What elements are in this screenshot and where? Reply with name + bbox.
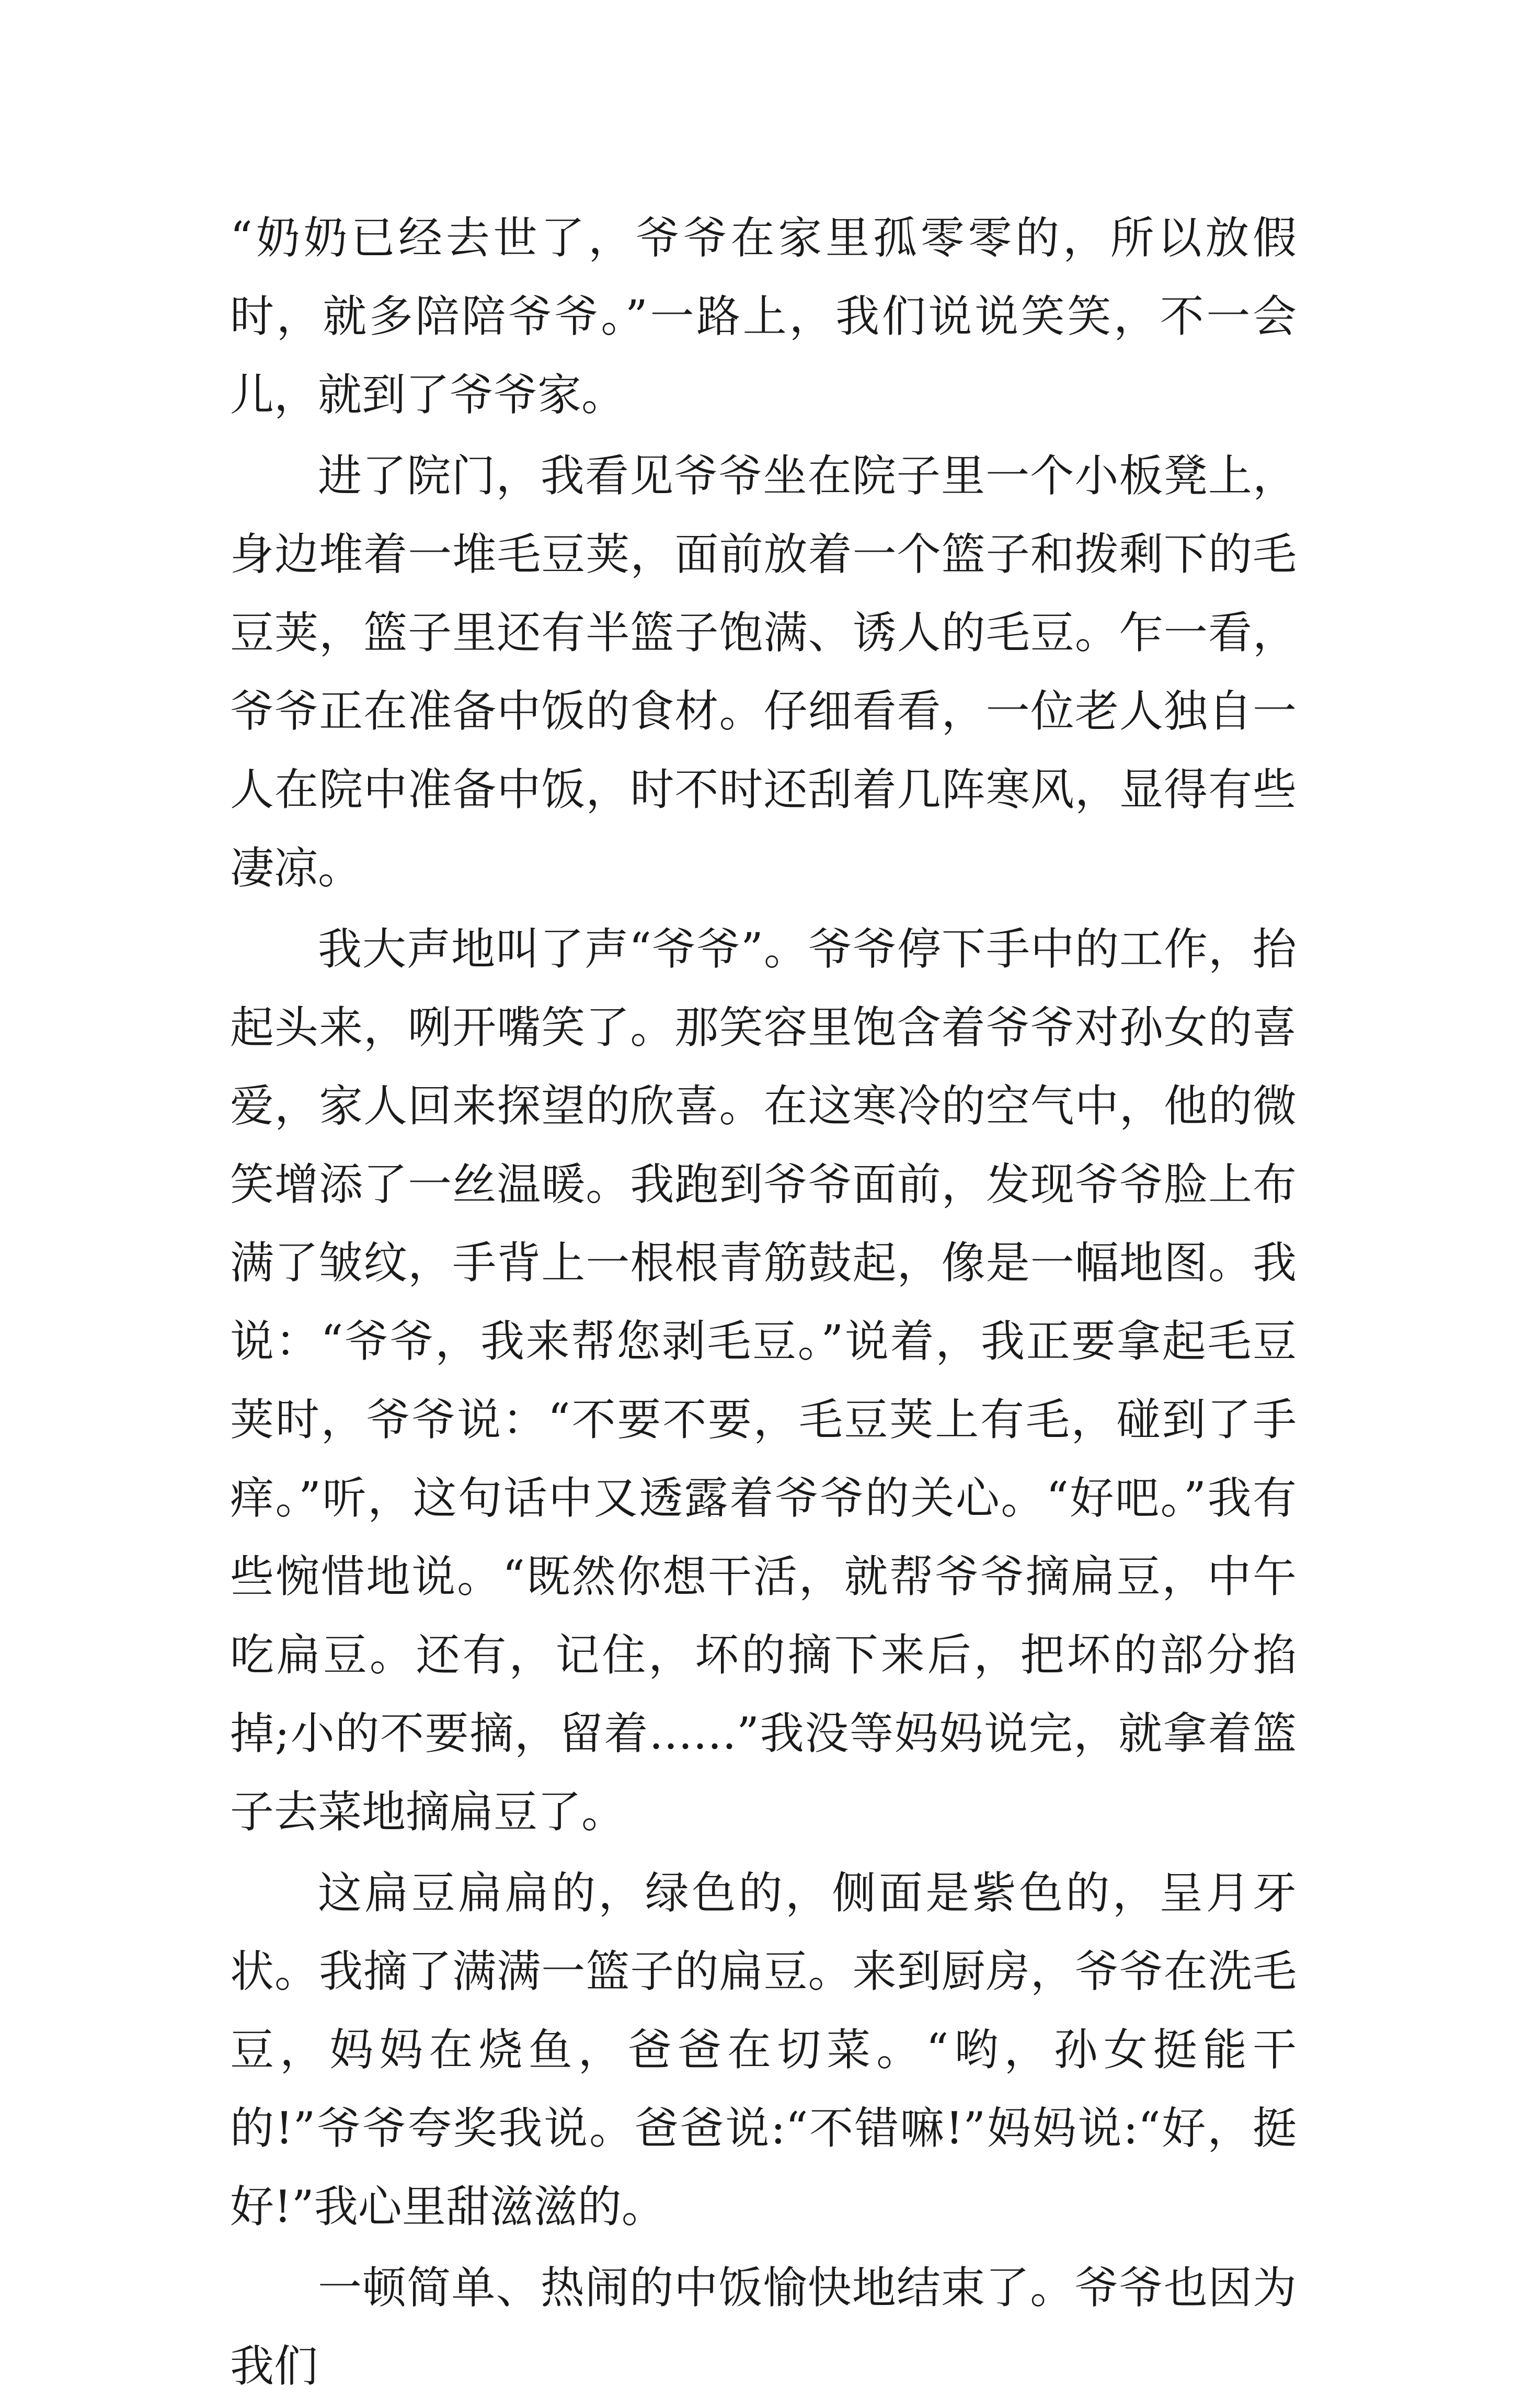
paragraph-4: 这扁豆扁扁的，绿色的，侧面是紫色的，呈月牙状。我摘了满满一篮子的扁豆。来到厨房，爷爷在洗毛豆，妈妈在烧鱼，爸爸在切菜。“哟，孙女挺能干的!”爷爷夸奖我说。爸爸说:“不错嘛!”妈妈说:“好，挺好!”我心里甜滋滋的。 [230,1867,1297,2232]
paragraph-3: 我大声地叫了声“爷爷”。爷爷停下手中的工作，抬起头来，咧开嘴笑了。那笑容里饱含着爷爷对孙女的喜爱，家人回来探望的欣喜。在这寒冷的空气中，他的微笑增添了一丝温暖。我跑到爷爷面前，发现爷爷脸上布满了皱纹，手背上一根根青筋鼓起，像是一幅地图。我说：“爷爷，我来帮您剥毛豆。”说着，我正要拿起毛豆荚时，爷爷说：“不要不要，毛豆荚上有毛，碰到了手痒。”听，这句话中又透露着爷爷的关心。“好吧。”我有些惋惜地说。“既然你想干活，就帮爷爷摘扁豆，中午吃扁豆。还有，记住，坏的摘下来后，把坏的部分掐掉;小的不要摘，留着……”我没等妈妈说完，就拿着篮子去菜地摘扁豆了。 [230,923,1297,1838]
paragraph-1: “奶奶已经去世了，爷爷在家里孤零零的，所以放假时，就多陪陪爷爷。”一路上，我们说说笑笑，不一会儿，就到了爷爷家。 [230,212,1297,420]
paragraph-2: 进了院门，我看见爷爷坐在院子里一个小板凳上，身边堆着一堆毛豆荚，面前放着一个篮子和拨剩下的毛豆荚，篮子里还有半篮子饱满、诱人的毛豆。乍一看，爷爷正在准备中饭的食材。仔细看看，一位老人独自一人在院中准备中饭，时不时还刮着几阵寒风，显得有些凄凉。 [230,450,1297,894]
essay-body [230,199,1297,2408]
paragraph-5: 一顿简单、热闹的中饭愉快地结束了。爷爷也因为我们 [230,2262,1297,2392]
